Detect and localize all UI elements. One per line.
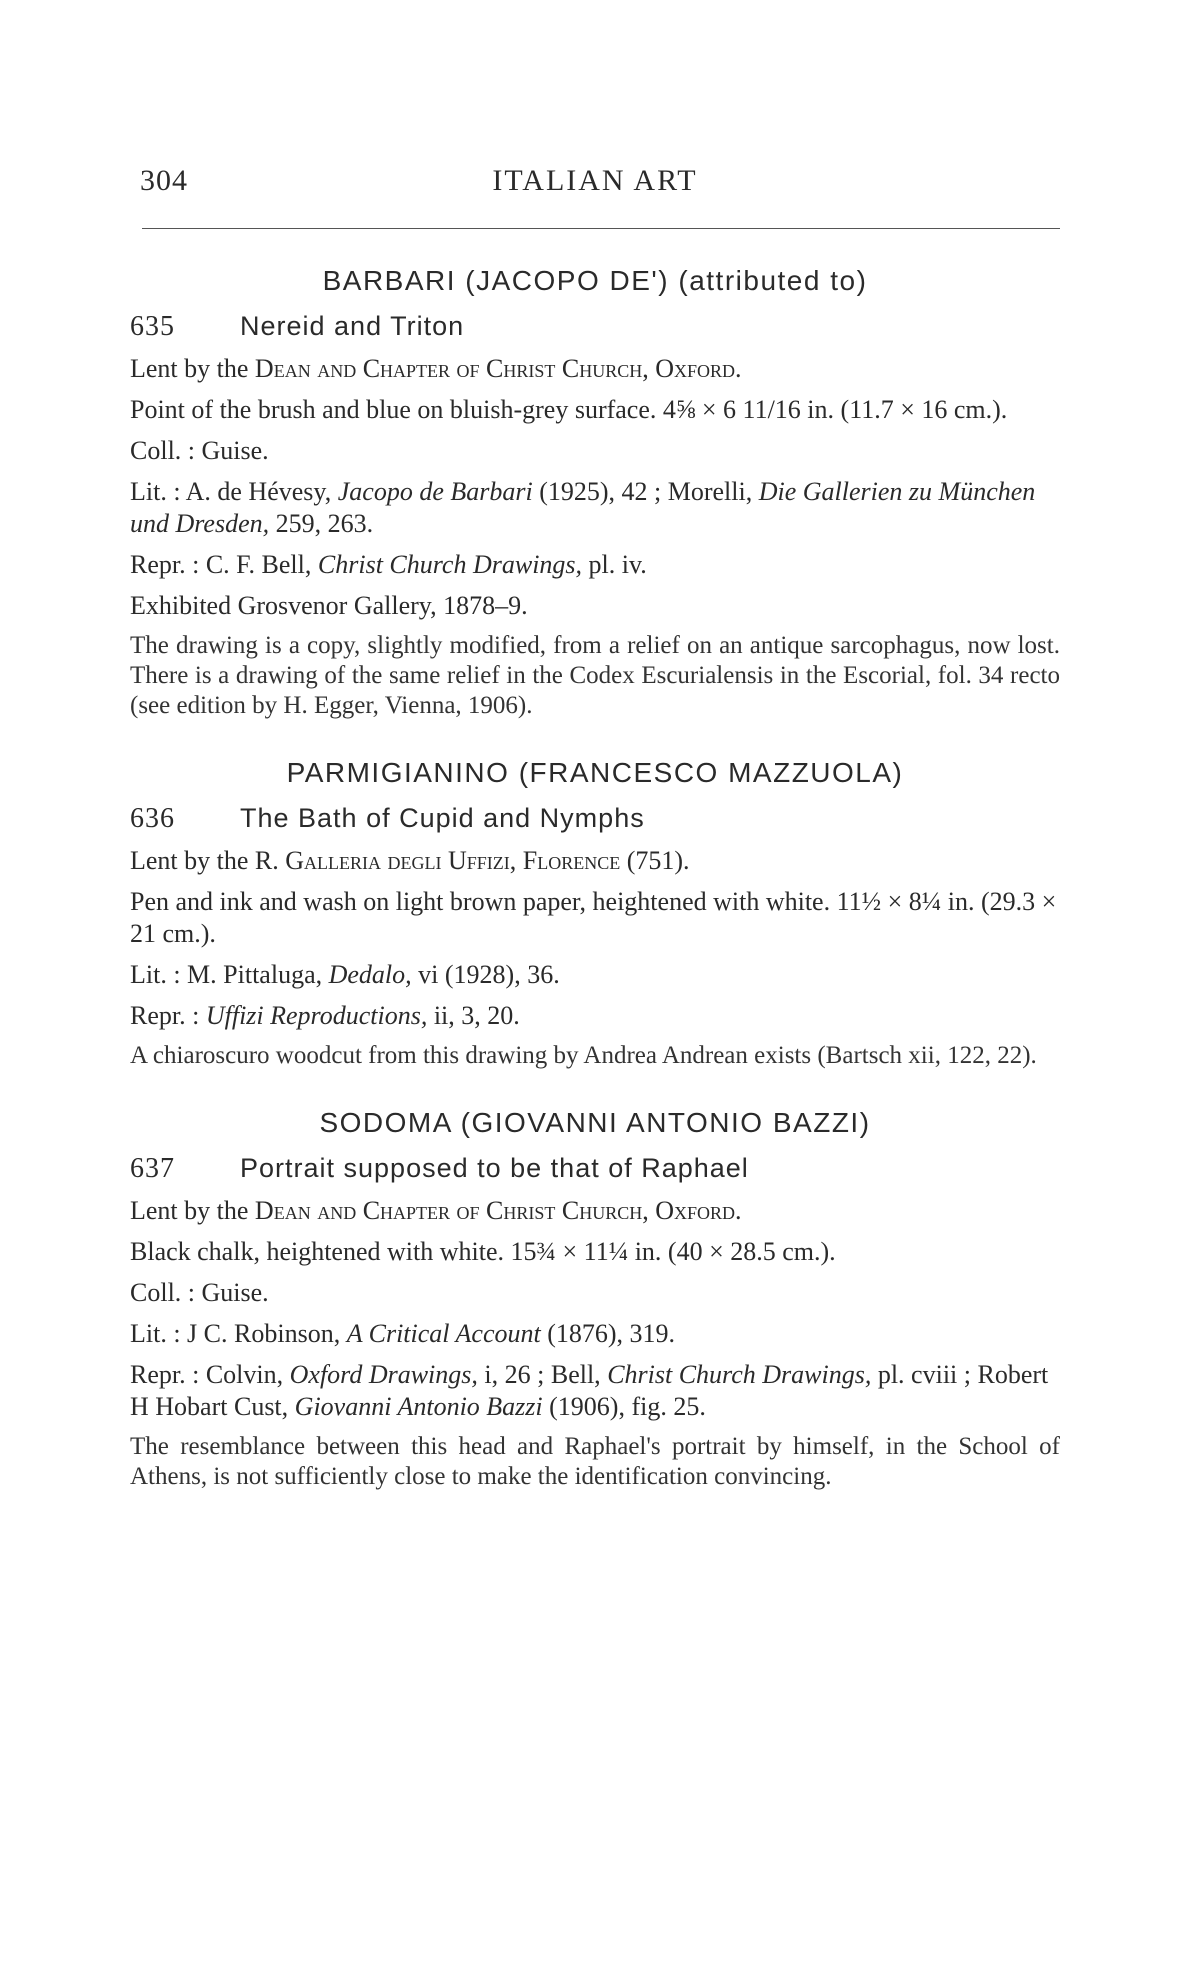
entry-title-line	[130, 311, 1060, 343]
repr-title: Uffizi Reproductions,	[205, 1001, 428, 1030]
reproduction-line	[130, 549, 1060, 581]
repr-suffix: pl. iv.	[588, 550, 647, 579]
lit-prefix: Lit. : M. Pittaluga,	[130, 960, 323, 989]
running-head	[130, 160, 1060, 210]
repr-prefix: Repr. : C. F. Bell,	[130, 550, 312, 579]
repr-title: Christ Church Drawings,	[607, 1360, 872, 1389]
page-number: 304	[140, 164, 188, 197]
literature-line	[130, 1318, 1060, 1350]
lent-prefix: Lent by the	[130, 846, 249, 875]
medium-line: Point of the brush and blue on bluish-grey surface. 4⅝ × 6 11/16 in. (11.7 × 16 cm.).	[130, 395, 1008, 424]
running-title: ITALIAN ART	[492, 164, 698, 197]
exhibited-line: Exhibited Grosvenor Gallery, 1878–9.	[130, 591, 528, 620]
lit-mid: (1925), 42 ; Morelli,	[539, 477, 753, 506]
lender-name: Dean and Chapter of Christ Church, Oxford.	[254, 354, 742, 383]
entry-title-line	[130, 1153, 1060, 1185]
lit-title: Die Gallerien zu München und Dresden,	[130, 477, 1036, 538]
repr-prefix: Repr. : Colvin,	[130, 1360, 284, 1389]
lender-line	[130, 845, 1060, 877]
repr-suffix: ii, 3, 20.	[433, 1001, 520, 1030]
catalogue-number: 635	[130, 311, 175, 342]
repr-title: Giovanni Antonio Bazzi	[294, 1392, 543, 1421]
artist-heading: BARBARI (JACOPO DE') (attributed to)	[322, 265, 868, 296]
entry-title-line	[130, 803, 1060, 835]
artist-heading: SODOMA (GIOVANNI ANTONIO BAZZI)	[319, 1107, 871, 1138]
entry-note: A chiaroscuro woodcut from this drawing by Andrea Andrean exists (Bartsch xii, 122, 22).	[130, 1042, 1037, 1069]
catalogue-number: 637	[130, 1153, 175, 1184]
lender-line	[130, 353, 1060, 385]
lit-title: Jacopo de Barbari	[337, 477, 533, 506]
entry-note: The drawing is a copy, slightly modified, from a relief on an antique sarcophagus, now lost. There is a drawing of the same relief in the Codex Escurialensis in the Escorial, fol. 34 recto (see edition by H. Egger, Vienna, 1906).	[130, 632, 1060, 719]
collection-line: Coll. : Guise.	[130, 436, 269, 465]
repr-mid: i, 26 ; Bell,	[484, 1360, 601, 1389]
lent-prefix: Lent by the	[130, 1196, 249, 1225]
lent-prefix: Lent by the	[130, 354, 249, 383]
work-title: Portrait supposed to be that of Raphael	[240, 1153, 749, 1183]
literature-line	[130, 959, 1060, 991]
repr-mid: pl. cviii ; Robert H Hobart Cust,	[130, 1360, 1049, 1421]
lit-suffix: 259, 263.	[275, 509, 374, 538]
lender-name: R. Galleria degli Uffizi, Florence (751).	[254, 846, 690, 875]
literature-line	[130, 476, 1060, 540]
header-rule	[142, 228, 1060, 229]
artist-heading: PARMIGIANINO (FRANCESCO MAZZUOLA)	[286, 757, 904, 788]
entry-note: The resemblance between this head and Raphael's portrait by himself, in the School of Athens, is not sufficiently close to make the identification convincing.	[130, 1433, 1060, 1490]
catalogue-entry-636	[130, 757, 1060, 1071]
repr-title: Christ Church Drawings,	[317, 550, 583, 579]
catalogue-number: 636	[130, 803, 175, 834]
work-title: Nereid and Triton	[240, 311, 465, 341]
lit-suffix: vi (1928), 36.	[418, 960, 560, 989]
catalogue-entry-637	[130, 1107, 1060, 1492]
work-title: The Bath of Cupid and Nymphs	[240, 803, 645, 833]
medium-line: Black chalk, heightened with white. 15¾ × 11¼ in. (40 × 28.5 cm.).	[130, 1237, 836, 1266]
catalogue-page	[130, 160, 1060, 1492]
repr-title: Oxford Drawings,	[289, 1360, 478, 1389]
medium-line: Pen and ink and wash on light brown paper, heightened with white. 11½ × 8¼ in. (29.3 × 21 cm.).	[130, 887, 1057, 948]
lit-title: Dedalo,	[328, 960, 412, 989]
lit-prefix: Lit. : J C. Robinson,	[130, 1319, 341, 1348]
lit-prefix: Lit. : A. de Hévesy,	[130, 477, 332, 506]
lender-name: Dean and Chapter of Christ Church, Oxford.	[254, 1196, 742, 1225]
repr-prefix: Repr. :	[130, 1001, 200, 1030]
catalogue-entry-635	[130, 265, 1060, 721]
repr-suffix: (1906), fig. 25.	[549, 1392, 706, 1421]
lit-title: A Critical Account	[346, 1319, 541, 1348]
lit-suffix: (1876), 319.	[547, 1319, 676, 1348]
collection-line: Coll. : Guise.	[130, 1278, 269, 1307]
reproduction-line	[130, 1359, 1060, 1423]
lender-line	[130, 1195, 1060, 1227]
reproduction-line	[130, 1000, 1060, 1032]
